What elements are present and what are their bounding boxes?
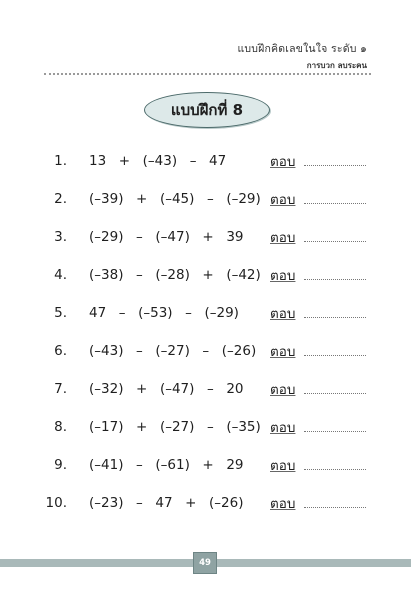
answer-blank[interactable] (304, 393, 366, 394)
item-number: 6. (54, 343, 67, 359)
item-number: 3. (54, 229, 67, 245)
answer-label: ตอบ (270, 230, 296, 246)
item-number: 10. (45, 495, 67, 511)
answer-blank[interactable] (304, 507, 366, 508)
page-number-tab (193, 552, 217, 574)
answer-label: ตอบ (270, 268, 296, 284)
item-expression: 13 + (–43) – 47 (89, 153, 227, 169)
item-number: 1. (54, 153, 67, 169)
list-item (0, 452, 411, 478)
answer-blank[interactable] (304, 279, 366, 280)
header-divider (44, 73, 371, 75)
answer-blank[interactable] (304, 355, 366, 356)
item-number: 2. (54, 191, 67, 207)
answer-label: ตอบ (270, 192, 296, 208)
item-expression: (–38) – (–28) + (–42) (89, 267, 261, 283)
answer-label: ตอบ (270, 458, 296, 474)
item-number: 7. (54, 381, 67, 397)
item-number: 8. (54, 419, 67, 435)
item-expression: (–29) – (–47) + 39 (89, 229, 244, 245)
list-item (0, 186, 411, 212)
answer-label: ตอบ (270, 344, 296, 360)
item-expression: (–17) + (–27) – (–35) (89, 419, 261, 435)
list-item (0, 376, 411, 402)
list-item (0, 338, 411, 364)
item-expression: (–43) – (–27) – (–26) (89, 343, 257, 359)
list-item (0, 414, 411, 440)
answer-label: ตอบ (270, 154, 296, 170)
answer-label: ตอบ (270, 306, 296, 322)
list-item (0, 148, 411, 174)
answer-label: ตอบ (270, 496, 296, 512)
book-subtitle: การบวก ลบระคน (306, 61, 367, 70)
answer-blank[interactable] (304, 317, 366, 318)
item-expression: (–32) + (–47) – 20 (89, 381, 244, 397)
answer-blank[interactable] (304, 241, 366, 242)
list-item (0, 300, 411, 326)
item-expression: 47 – (–53) – (–29) (89, 305, 239, 321)
exercise-title: แบบฝึกที่ 8 (170, 101, 244, 119)
item-expression: (–39) + (–45) – (–29) (89, 191, 261, 207)
answer-label: ตอบ (270, 420, 296, 436)
answer-blank[interactable] (304, 203, 366, 204)
list-item (0, 490, 411, 516)
answer-blank[interactable] (304, 431, 366, 432)
item-number: 9. (54, 457, 67, 473)
list-item (0, 224, 411, 250)
item-number: 4. (54, 267, 67, 283)
page-number: 49 (199, 558, 211, 568)
answer-blank[interactable] (304, 165, 366, 166)
item-number: 5. (54, 305, 67, 321)
answer-blank[interactable] (304, 469, 366, 470)
item-expression: (–23) – 47 + (–26) (89, 495, 244, 511)
item-expression: (–41) – (–61) + 29 (89, 457, 244, 473)
answer-label: ตอบ (270, 382, 296, 398)
book-title: แบบฝึกคิดเลขในใจ ระดับ ๑ (237, 43, 367, 55)
list-item (0, 262, 411, 288)
exercise-title-badge (144, 92, 270, 128)
